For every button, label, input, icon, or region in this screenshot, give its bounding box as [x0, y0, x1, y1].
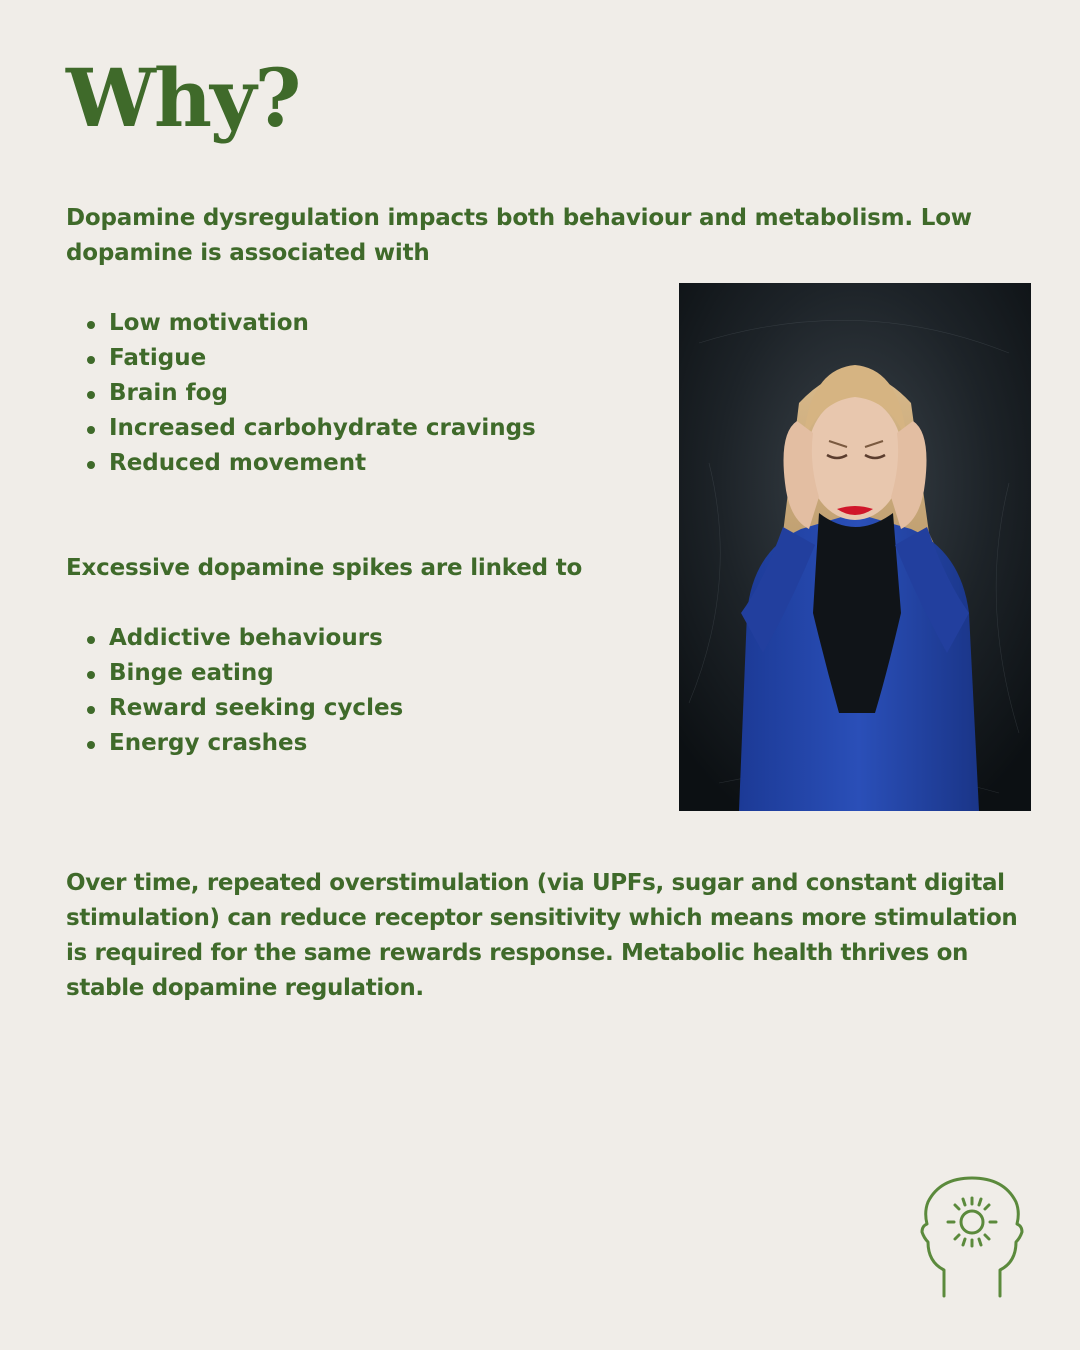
list-item: Low motivation: [109, 306, 536, 341]
list-item: Energy crashes: [109, 726, 403, 761]
woman-covering-ears-photo: [679, 283, 1031, 811]
list-item: Brain fog: [109, 376, 536, 411]
intro-paragraph: Dopamine dysregulation impacts both behaviour and metabolism. Low dopamine is associated with: [66, 205, 972, 266]
head-with-sun-icon: [918, 1176, 1026, 1300]
low-dopamine-list: [66, 306, 536, 481]
spikes-heading: Excessive dopamine spikes are linked to: [66, 555, 583, 581]
list-item: Reward seeking cycles: [109, 691, 403, 726]
page-title: Why?: [66, 51, 300, 145]
list-item: Increased carbohydrate cravings: [109, 411, 536, 446]
list-item: Addictive behaviours: [109, 621, 403, 656]
dopamine-spikes-list: [66, 621, 403, 761]
list-item: Binge eating: [109, 656, 403, 691]
list-item: Reduced movement: [109, 446, 536, 481]
conclusion-paragraph: Over time, repeated overstimulation (via UPFs, sugar and constant digital stimulation) can reduce receptor sensitivity which means more stimulation is required for the same rewards response. Metabolic health thrives on stable dopamine regulation.: [66, 870, 1018, 1001]
list-item: Fatigue: [109, 341, 536, 376]
